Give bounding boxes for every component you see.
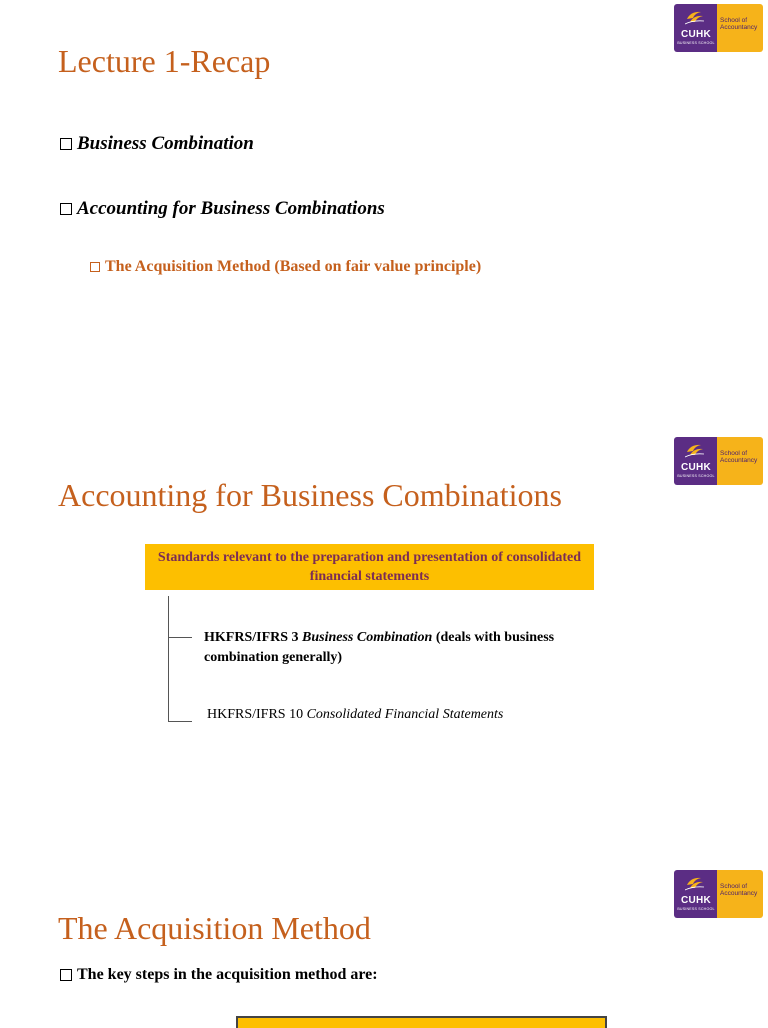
standard-name: Business Combination — [302, 630, 433, 645]
logo-school-line2: Accountancy — [720, 457, 758, 464]
standard-item-hkfrs10 — [207, 707, 503, 723]
slide-lecture-recap — [0, 0, 768, 433]
crest-icon — [685, 442, 705, 458]
logo-school-line1: School of — [720, 450, 748, 457]
logo-name: CUHK — [680, 895, 712, 906]
tree-branch — [168, 721, 192, 722]
logo-subtitle: BUSINESS SCHOOL — [677, 41, 715, 45]
cuhk-logo — [674, 4, 763, 52]
steps-box-partial — [236, 1016, 607, 1028]
slide-title: Lecture 1-Recap — [58, 43, 271, 79]
checkbox-bullet-icon — [60, 138, 72, 150]
bullet-text: Accounting for Business Combinations — [77, 198, 385, 219]
logo-subtitle: BUSINESS SCHOOL — [677, 907, 715, 911]
cuhk-logo — [674, 437, 763, 485]
slide-accounting-business-combinations — [0, 433, 768, 866]
logo-school-line1: School of — [720, 883, 748, 890]
bullet-text: The key steps in the acquisition method are: — [77, 966, 378, 983]
logo-subtitle: BUSINESS SCHOOL — [677, 474, 715, 478]
standard-description: (deals with business combination generally) — [204, 630, 555, 665]
bullet-item — [60, 198, 385, 220]
standards-box: Standards relevant to the preparation and presentation of consolidated financial statements — [145, 544, 594, 590]
tree-connector — [168, 596, 169, 722]
slide-title: The Acquisition Method — [58, 910, 371, 946]
standard-item-hkfrs3 — [204, 628, 624, 668]
logo-school-line1: School of — [720, 17, 748, 24]
sub-bullet-text: The Acquisition Method (Based on fair value principle) — [105, 258, 482, 275]
crest-icon — [685, 9, 705, 25]
standard-name: Consolidated Financial Statements — [306, 707, 504, 722]
crest-icon — [685, 875, 705, 891]
slide-acquisition-method — [0, 866, 768, 1024]
sub-bullet-item — [90, 258, 481, 276]
checkbox-bullet-icon — [60, 203, 72, 215]
checkbox-bullet-icon — [90, 262, 100, 272]
bullet-item — [60, 966, 378, 984]
cuhk-logo — [674, 870, 763, 918]
bullet-text: Business Combination — [77, 133, 254, 154]
tree-branch — [168, 637, 192, 638]
bullet-item — [60, 133, 254, 155]
logo-name: CUHK — [680, 462, 712, 473]
standard-code: HKFRS/IFRS 10 — [207, 707, 307, 722]
checkbox-bullet-icon — [60, 969, 72, 981]
logo-school-line2: Accountancy — [720, 24, 758, 31]
standard-code: HKFRS/IFRS 3 — [204, 630, 303, 645]
slide-title: Accounting for Business Combinations — [58, 477, 562, 513]
logo-name: CUHK — [680, 29, 712, 40]
logo-school-line2: Accountancy — [720, 890, 758, 897]
